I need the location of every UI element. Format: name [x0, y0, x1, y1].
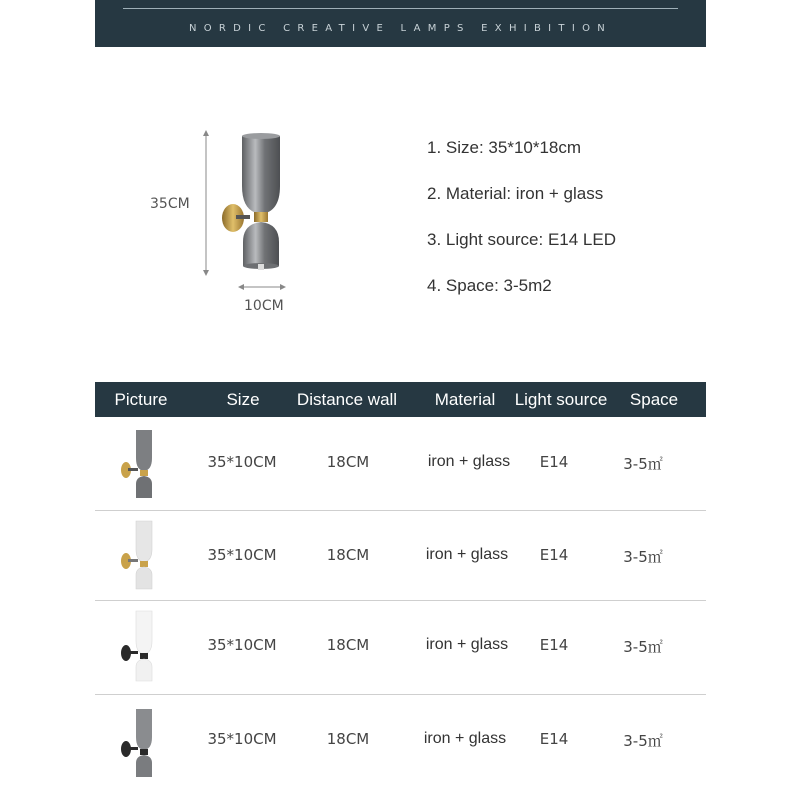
- cell-space: 3-5㎡: [623, 638, 663, 656]
- cell-light-source: E14: [539, 636, 569, 654]
- spec-material: 2. Material: iron + glass: [427, 184, 604, 203]
- cell-material: iron + glass: [427, 453, 511, 470]
- table-row: [95, 695, 706, 795]
- cell-space: 3-5㎡: [623, 732, 663, 750]
- lamp-thumbnail-smoke-brass: [117, 428, 157, 502]
- width-dimension-label: 10CM: [244, 298, 284, 314]
- lamp-product-image: [196, 126, 296, 316]
- header-light-source: Light source: [514, 390, 608, 409]
- cell-material: iron + glass: [425, 546, 509, 563]
- header-space: Space: [629, 390, 679, 409]
- cell-light-source: E14: [539, 730, 569, 748]
- cell-size: 35*10CM: [207, 636, 277, 654]
- cell-distance: 18CM: [326, 453, 370, 471]
- height-dimension-label: 35CM: [150, 196, 190, 212]
- table-header: [95, 382, 706, 417]
- cell-size: 35*10CM: [207, 453, 277, 471]
- cell-size: 35*10CM: [207, 730, 277, 748]
- header-size: Size: [226, 390, 260, 409]
- table-row: [95, 601, 706, 695]
- header-distance-wall: Distance wall: [296, 390, 398, 409]
- header-material: Material: [434, 390, 496, 409]
- cell-material: iron + glass: [423, 730, 507, 747]
- cell-light-source: E14: [539, 546, 569, 564]
- banner-title: NORDIC CREATIVE LAMPS EXHIBITION: [188, 23, 613, 34]
- spec-size: 1. Size: 35*10*18cm: [427, 138, 582, 157]
- cell-distance: 18CM: [326, 546, 370, 564]
- lamp-thumbnail-frosted-brass: [117, 519, 157, 593]
- banner-divider: [123, 8, 678, 9]
- table-row: [95, 511, 706, 601]
- top-banner: [95, 0, 706, 47]
- cell-space: 3-5㎡: [623, 455, 663, 473]
- cell-distance: 18CM: [326, 730, 370, 748]
- spec-space: 4. Space: 3-5m2: [427, 276, 552, 295]
- header-picture: Picture: [114, 390, 168, 409]
- cell-material: iron + glass: [425, 636, 509, 653]
- cell-size: 35*10CM: [207, 546, 277, 564]
- cell-space: 3-5㎡: [623, 548, 663, 566]
- spec-list: [427, 138, 616, 322]
- lamp-thumbnail-smoke-black: [117, 707, 157, 781]
- table-row: [95, 418, 706, 511]
- cell-light-source: E14: [539, 453, 569, 471]
- lamp-thumbnail-clear-black: [117, 609, 157, 683]
- cell-distance: 18CM: [326, 636, 370, 654]
- spec-light-source: 3. Light source: E14 LED: [427, 230, 617, 249]
